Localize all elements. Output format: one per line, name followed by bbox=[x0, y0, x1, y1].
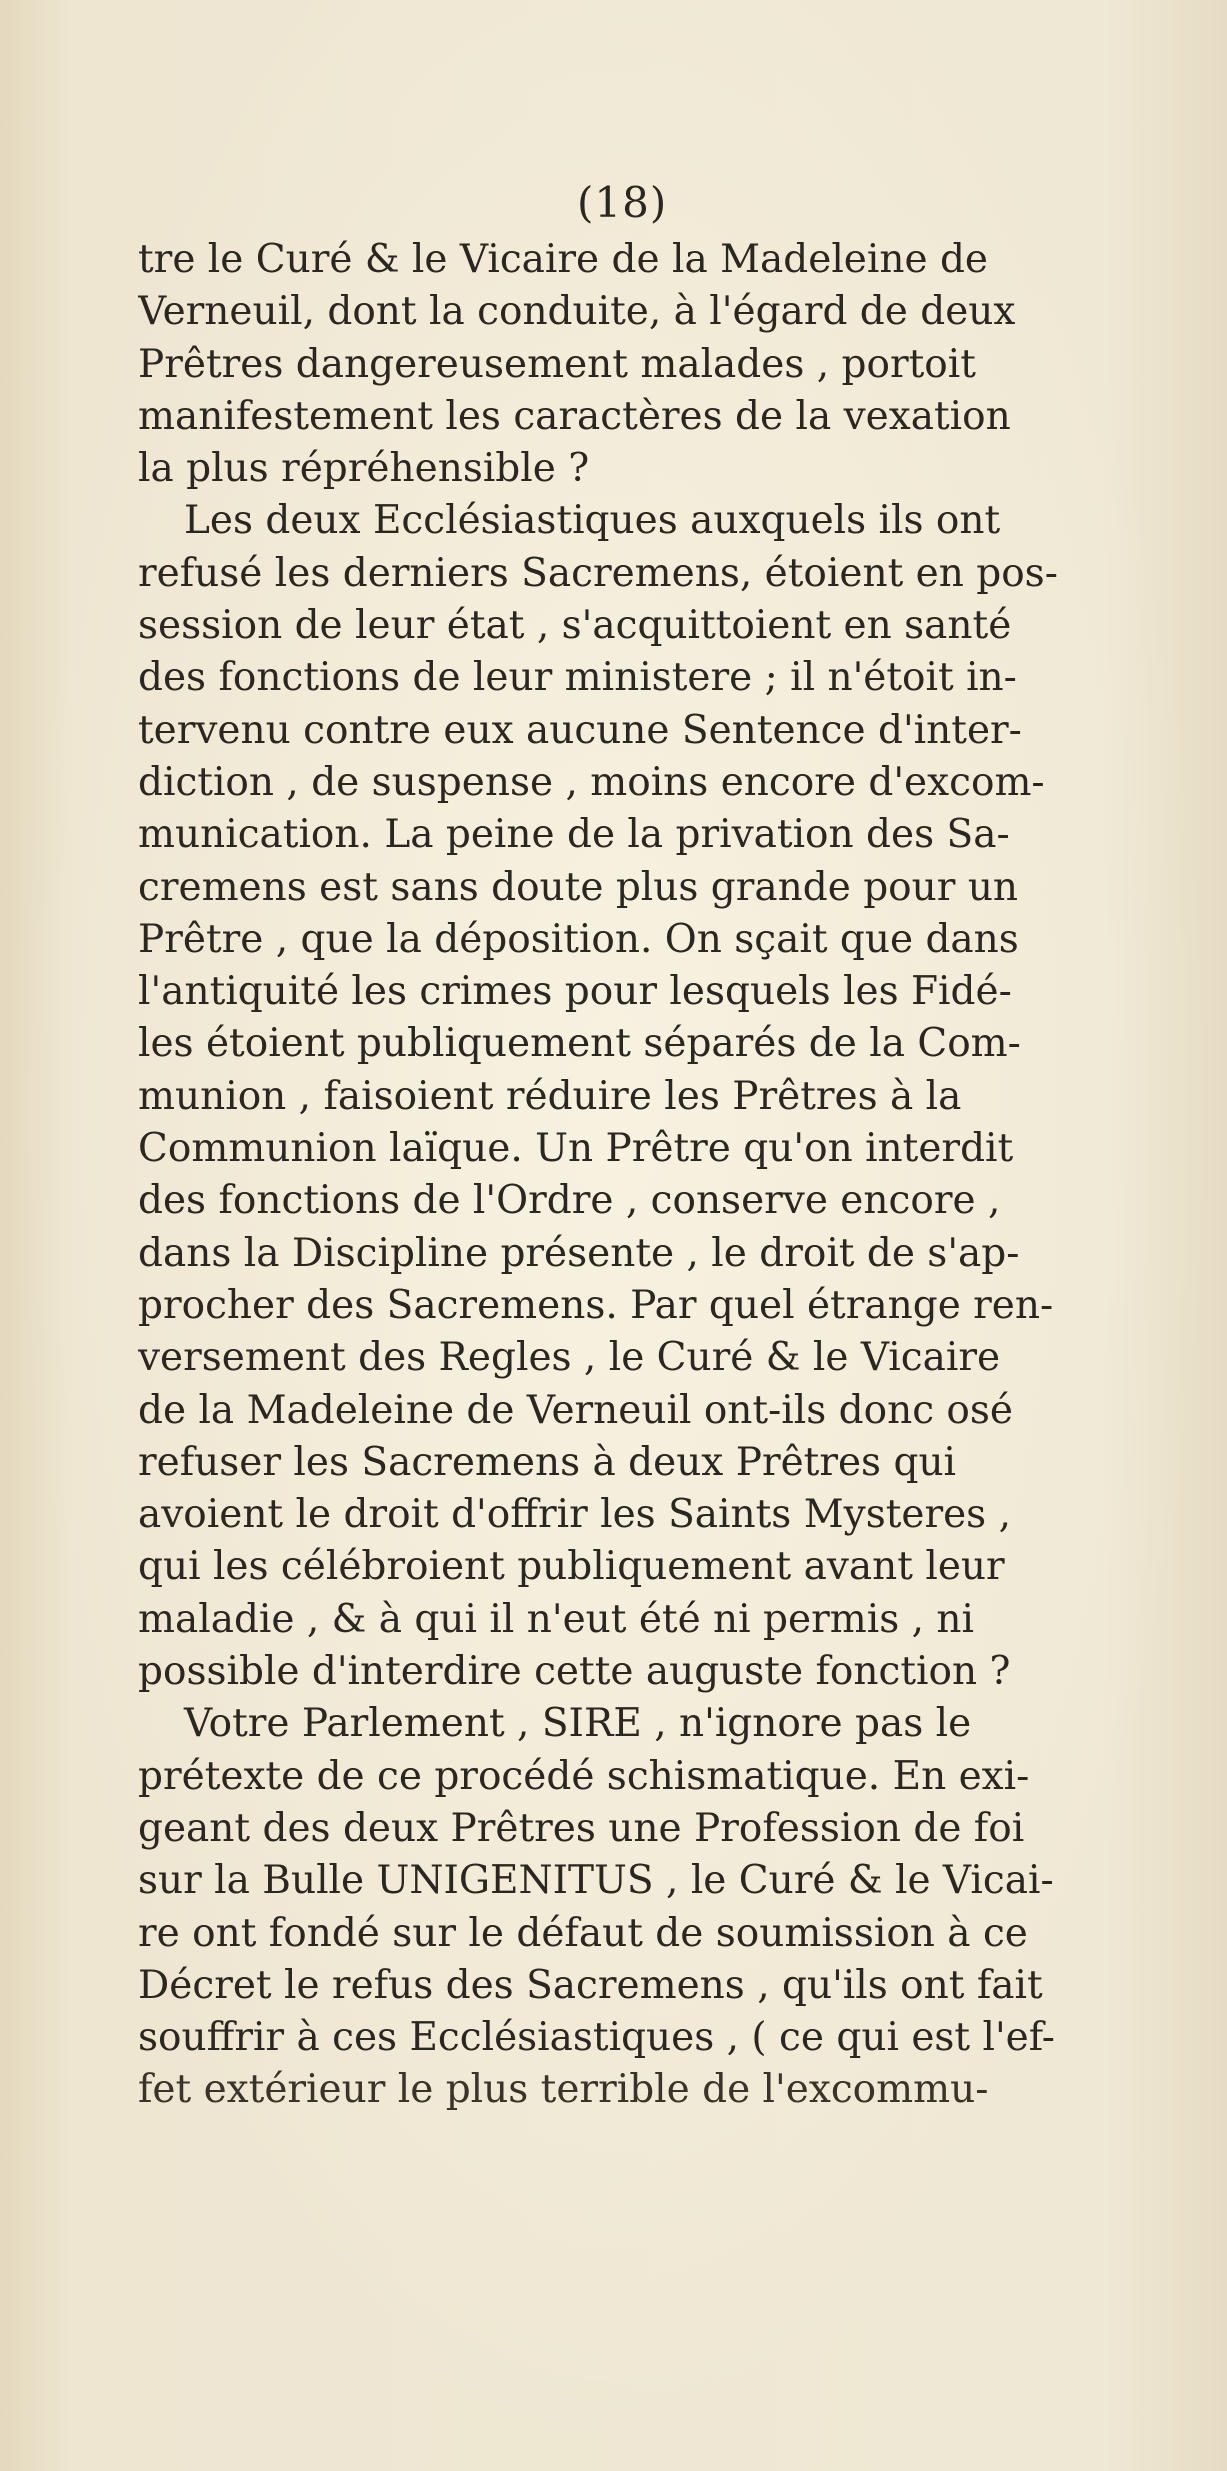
body-text bbox=[138, 234, 1168, 2117]
text-line: qui les célébroient publiquement avant leur bbox=[138, 1544, 1005, 1590]
text-line: de la Madeleine de Verneuil ont-ils donc osé bbox=[138, 1387, 1014, 1433]
text-line: procher des Sacremens. Par quel étrange ren- bbox=[138, 1282, 1054, 1328]
text-line: l'antiquité les crimes pour lesquels les Fidé- bbox=[138, 969, 1012, 1015]
paragraph-start-line: Votre Parlement , SIRE , n'ignore pas le bbox=[184, 1701, 972, 1747]
text-line: tre le Curé & le Vicaire de la Madeleine de bbox=[138, 237, 988, 282]
text-line: tervenu contre eux aucune Sentence d'inter- bbox=[138, 707, 1022, 753]
text-line: fet extérieur le plus terrible de l'excommu- bbox=[138, 2067, 989, 2113]
text-line: Communion laïque. Un Prêtre qu'on interdit bbox=[138, 1126, 1014, 1172]
text-line: des fonctions de l'Ordre , conserve encore , bbox=[138, 1178, 1001, 1224]
text-line: prétexte de ce procédé schismatique. En exi- bbox=[138, 1753, 1030, 1799]
text-line: sur la Bulle UNIGENITUS , le Curé & le Vicai- bbox=[138, 1858, 1054, 1904]
text-line: cremens est sans doute plus grande pour un bbox=[138, 864, 1019, 910]
text-line: refuser les Sacremens à deux Prêtres qui bbox=[138, 1439, 957, 1485]
text-line: munication. La peine de la privation des Sa- bbox=[138, 812, 1010, 858]
text-line: versement des Regles , le Curé & le Vicaire bbox=[138, 1335, 1001, 1381]
text-line: avoient le droit d'offrir les Saints Mysteres , bbox=[138, 1492, 1011, 1538]
text-line: session de leur état , s'acquittoient en santé bbox=[138, 603, 1012, 649]
text-line: les étoient publiquement séparés de la Com- bbox=[138, 1021, 1021, 1067]
text-line: manifestement les caractères de la vexation bbox=[138, 393, 1011, 439]
text-line: des fonctions de leur ministere ; il n'étoit in- bbox=[138, 655, 1017, 701]
text-line: possible d'interdire cette auguste fonction ? bbox=[138, 1649, 1011, 1695]
text-line: munion , faisoient réduire les Prêtres à la bbox=[138, 1073, 962, 1119]
text-line: re ont fondé sur le défaut de soumission à ce bbox=[138, 1910, 1028, 1956]
text-line: Prêtre , que la déposition. On sçait que dans bbox=[138, 916, 1019, 962]
text-line: maladie , & à qui il n'eut été ni permis , ni bbox=[138, 1596, 974, 1642]
text-line: Verneuil, dont la conduite, à l'égard de deux bbox=[138, 289, 1016, 335]
text-line: la plus répréhensible ? bbox=[138, 446, 590, 492]
text-line: Prêtres dangereusement malades , portoit bbox=[138, 341, 976, 387]
page-number: (18) bbox=[577, 178, 668, 227]
text-line: souffrir à ces Ecclésiastiques , ( ce qui est l'ef- bbox=[138, 2015, 1055, 2061]
text-line: geant des deux Prêtres une Profession de foi bbox=[138, 1805, 1025, 1851]
text-line: diction , de suspense , moins encore d'excom- bbox=[138, 759, 1045, 805]
paragraph-start-line: Les deux Ecclésiastiques auxquels ils ont bbox=[184, 498, 1001, 544]
text-line: refusé les derniers Sacremens, étoient en pos- bbox=[138, 550, 1058, 596]
text-line: dans la Discipline présente , le droit de s'ap- bbox=[138, 1230, 1020, 1276]
text-line: Décret le refus des Sacremens , qu'ils ont fait bbox=[138, 1962, 1043, 2008]
